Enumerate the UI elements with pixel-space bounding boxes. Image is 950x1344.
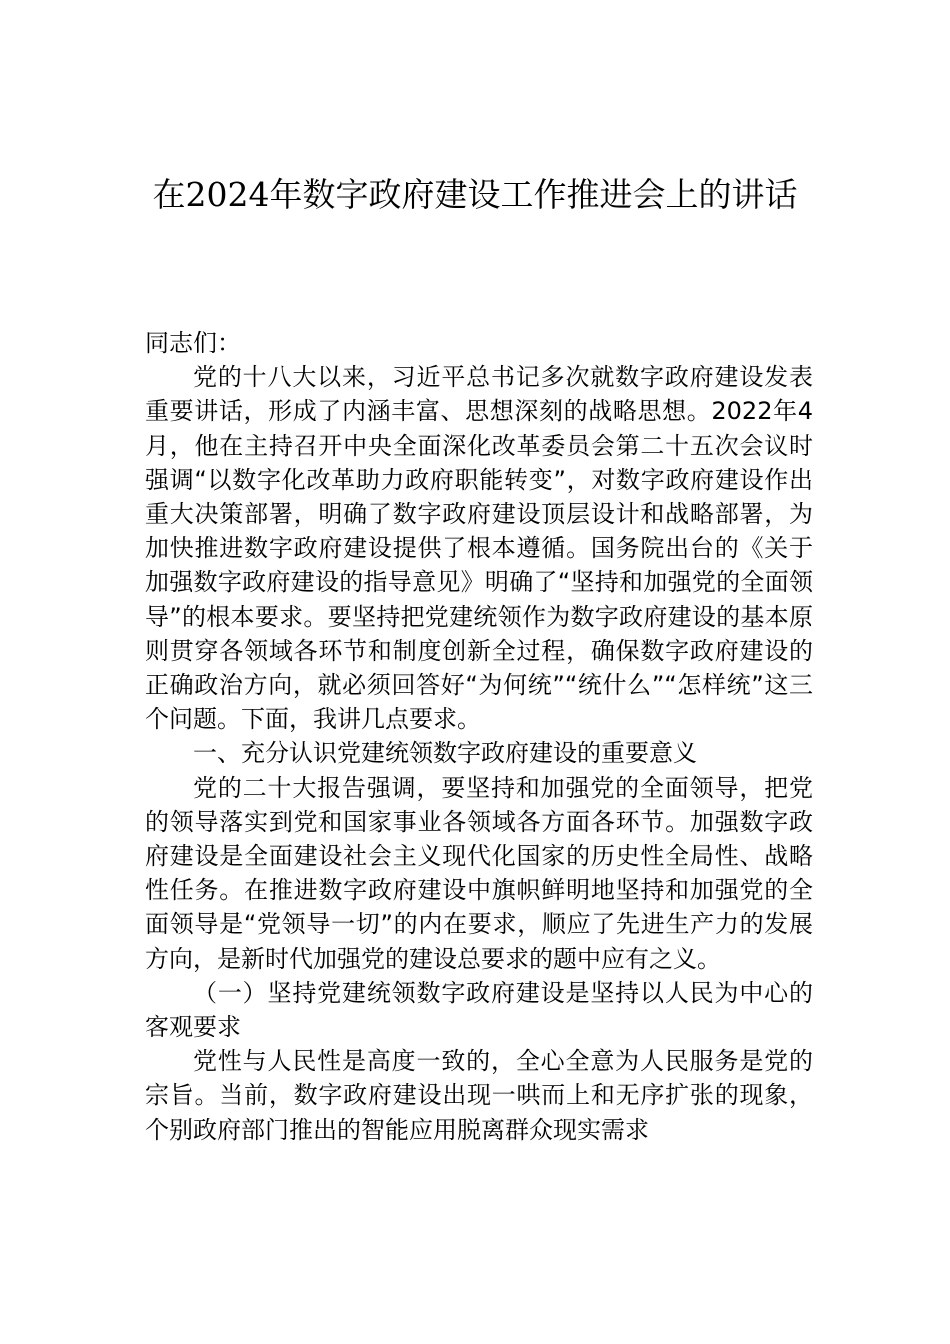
document-body: [145, 326, 813, 1147]
document-title: 在2024年数字政府建设工作推进会上的讲话: [152, 175, 798, 214]
paragraph-section-1: 党的二十大报告强调，要坚持和加强党的全面领导，把党的领导落实到党和国家事业各领域各方面各环节。加强数字政府建设是全面建设社会主义现代化国家的历史性全局性、战略性任务。在推进数字政府建设中旗帜鲜明地坚持和加强党的全面领导是“党领导一切”的内在要求，顺应了先进生产力的发展方向，是新时代加强党的建设总要求的题中应有之义。: [145, 773, 813, 973]
paragraph-intro: 党的十八大以来，习近平总书记多次就数字政府建设发表重要讲话，形成了内涵丰富、思想深刻的战略思想。2022年4月，他在主持召开中央全面深化改革委员会第二十五次会议时强调“以数字化改革助力政府职能转变”，对数字政府建设作出重大决策部署，明确了数字政府建设顶层设计和战略部署，为加快推进数字政府建设提供了根本遵循。国务院出台的《关于加强数字政府建设的指导意见》明确了“坚持和加强党的全面领导”的根本要求。要坚持把党建统领作为数字政府建设的基本原则贯穿各领域各环节和制度创新全过程，确保数字政府建设的正确政治方向，就必须回答好“为何统”“统什么”“怎样统”这三个问题。下面，我讲几点要求。: [145, 363, 813, 734]
salutation: 同志们：: [145, 329, 241, 357]
paragraph-subsection-1: 党性与人民性是高度一致的，全心全意为人民服务是党的宗旨。当前，数字政府建设出现一哄而上和无序扩张的现象，个别政府部门推出的智能应用脱离群众现实需求: [145, 1047, 813, 1144]
section-heading-1: 一、充分认识党建统领数字政府建设的重要意义: [193, 739, 697, 768]
subsection-heading-1: （一）坚持党建统领数字政府建设是坚持以人民为中心的客观要求: [145, 978, 813, 1042]
